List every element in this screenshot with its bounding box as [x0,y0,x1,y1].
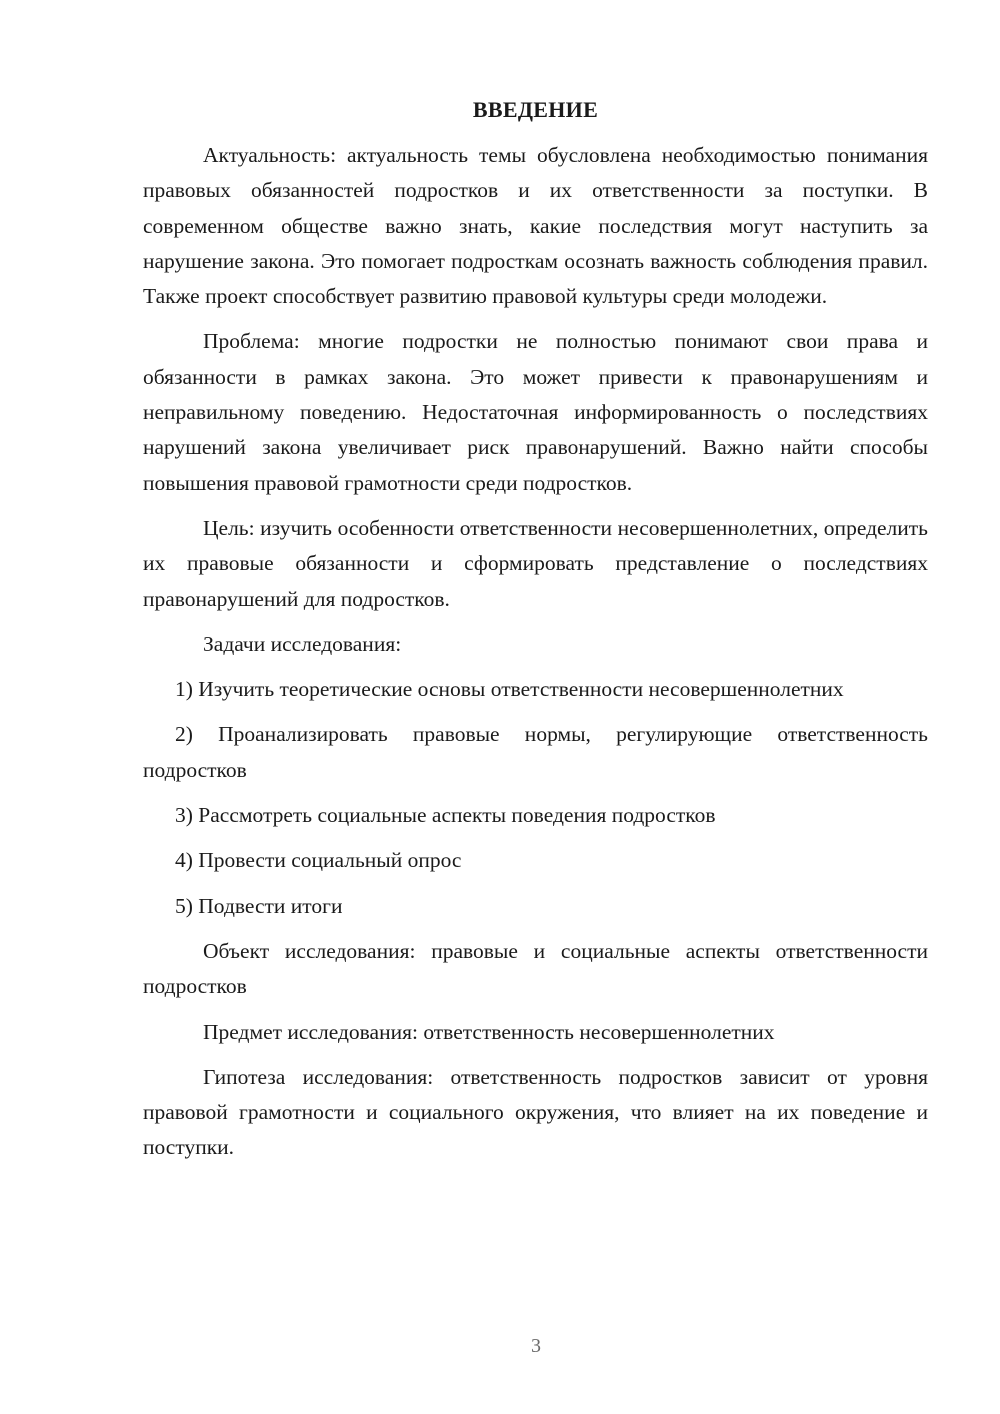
paragraph-relevance: Актуальность: актуальность темы обусловлена необходимостью понимания правовых обязанностей подростков и их ответственности за поступки. В современном обществе важно знать, какие последствия могут наступить за нарушение закона. Это помогает подросткам осознать важность соблюдения правил. Также проект способствует развитию правовой культуры среди молодежи. [143,143,928,309]
tasks-list [143,672,928,924]
paragraph-problem: Проблема: многие подростки не полностью понимают свои права и обязанности в рамках закона. Это может привести к правонарушениям и неправильному поведению. Недостаточная информированность о последствиях нарушений закона увеличивает риск правонарушений. Важно найти способы повышения правовой грамотности среди подростков. [143,329,928,495]
task-item-5: 5) Подвести итоги [175,893,343,918]
paragraph-object: Объект исследования: правовые и социальные аспекты ответственности подростков [143,938,928,999]
task-item-4: 4) Провести социальный опрос [175,848,462,873]
paragraph-hypothesis: Гипотеза исследования: ответственность подростков зависит от уровня правовой грамотности и социального окружения, что влияет на их поведение и поступки. [143,1064,928,1160]
task-item-2: 2) Проанализировать правовые нормы, регулирующие ответственность подростков [143,722,928,782]
paragraph-goal: Цель: изучить особенности ответственности несовершеннолетних, определить их правовые обязанности и сформировать представление о последствиях правонарушений для подростков. [143,515,928,611]
document-page [143,95,928,1176]
tasks-heading: Задачи исследования: [203,631,402,656]
task-item-3: 3) Рассмотреть социальные аспекты поведения подростков [175,803,716,828]
document-title: ВВЕДЕНИЕ [472,97,599,122]
page-number: 3 [531,1335,541,1357]
task-item-1: 1) Изучить теоретические основы ответственности несовершеннолетних [175,677,844,702]
paragraph-subject: Предмет исследования: ответственность несовершеннолетних [203,1019,775,1044]
